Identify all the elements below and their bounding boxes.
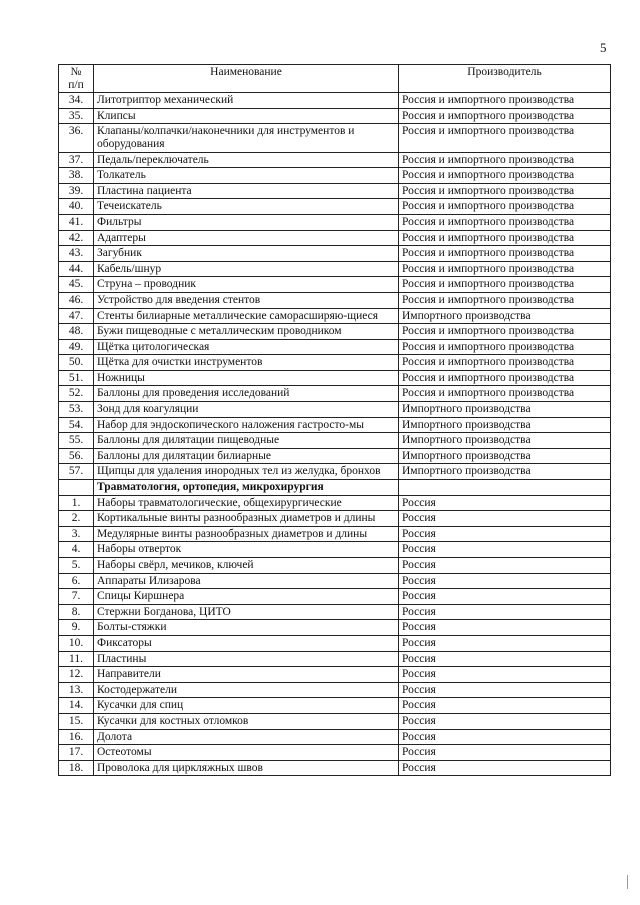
row-manufacturer: Импортного производства	[399, 417, 611, 433]
row-manufacturer: Россия и импортного производства	[399, 277, 611, 293]
table-row	[59, 417, 611, 433]
row-number: 35.	[59, 108, 94, 124]
table-row	[59, 108, 611, 124]
table-row	[59, 604, 611, 620]
table-row	[59, 573, 611, 589]
row-number: 45.	[59, 277, 94, 293]
table-row	[59, 511, 611, 527]
table-row	[59, 464, 611, 480]
row-number: 7.	[59, 589, 94, 605]
row-number: 39.	[59, 183, 94, 199]
row-number: 57.	[59, 464, 94, 480]
table-row	[59, 698, 611, 714]
table-row	[59, 124, 611, 152]
row-manufacturer: Россия	[399, 495, 611, 511]
table-row	[59, 277, 611, 293]
header-number-line1: №	[70, 66, 82, 78]
table-row	[59, 542, 611, 558]
table-row	[59, 651, 611, 667]
row-manufacturer: Россия и импортного производства	[399, 386, 611, 402]
row-manufacturer: Россия и импортного производства	[399, 168, 611, 184]
table-row	[59, 495, 611, 511]
row-name: Кусачки для спиц	[94, 698, 399, 714]
row-manufacturer: Россия	[399, 511, 611, 527]
row-manufacturer: Россия	[399, 713, 611, 729]
row-manufacturer: Россия и импортного производства	[399, 108, 611, 124]
row-number: 18.	[59, 760, 94, 776]
row-number: 47.	[59, 308, 94, 324]
row-manufacturer: Россия и импортного производства	[399, 124, 611, 152]
row-number: 37.	[59, 152, 94, 168]
row-manufacturer	[399, 480, 611, 496]
table-row	[59, 729, 611, 745]
row-number: 38.	[59, 168, 94, 184]
row-name: Наборы травматологические, общехирургические	[94, 495, 399, 511]
row-name: Проволока для циркляжных швов	[94, 760, 399, 776]
row-number: 53.	[59, 402, 94, 418]
table-row	[59, 152, 611, 168]
row-manufacturer: Импортного производства	[399, 308, 611, 324]
row-number: 17.	[59, 745, 94, 761]
row-manufacturer: Импортного производства	[399, 464, 611, 480]
row-name: Остеотомы	[94, 745, 399, 761]
row-manufacturer: Россия и импортного производства	[399, 246, 611, 262]
row-name: Аппараты Илизарова	[94, 573, 399, 589]
row-name: Щётка для очистки инструментов	[94, 355, 399, 371]
table-row	[59, 261, 611, 277]
row-name: Медулярные винты разнообразных диаметров и длины	[94, 526, 399, 542]
table-row	[59, 682, 611, 698]
table-row	[59, 745, 611, 761]
row-manufacturer: Россия	[399, 667, 611, 683]
row-manufacturer: Россия и импортного производства	[399, 214, 611, 230]
row-number: 50.	[59, 355, 94, 371]
row-name: Долота	[94, 729, 399, 745]
row-name: Баллоны для проведения исследований	[94, 386, 399, 402]
row-name: Щётка цитологическая	[94, 339, 399, 355]
table-row	[59, 324, 611, 340]
row-number: 4.	[59, 542, 94, 558]
table-row	[59, 339, 611, 355]
row-manufacturer: Импортного производства	[399, 402, 611, 418]
row-manufacturer: Россия	[399, 620, 611, 636]
row-name: Фиксаторы	[94, 635, 399, 651]
page-number: 5	[600, 40, 607, 55]
row-manufacturer: Россия и импортного производства	[399, 230, 611, 246]
row-manufacturer: Россия и импортного производства	[399, 183, 611, 199]
row-name: Литотриптор механический	[94, 93, 399, 109]
row-name: Баллоны для дилятации билиарные	[94, 448, 399, 464]
row-number: 12.	[59, 667, 94, 683]
table-row	[59, 355, 611, 371]
row-number: 52.	[59, 386, 94, 402]
row-name: Стенты билиарные металлические саморасширяю-щиеся	[94, 308, 399, 324]
margin-mark	[627, 875, 631, 889]
row-manufacturer: Россия и импортного производства	[399, 339, 611, 355]
table-row	[59, 620, 611, 636]
row-name: Устройство для введения стентов	[94, 292, 399, 308]
row-manufacturer: Импортного производства	[399, 448, 611, 464]
row-name: Педаль/переключатель	[94, 152, 399, 168]
row-number: 10.	[59, 635, 94, 651]
header-manufacturer: Производитель	[399, 65, 611, 93]
row-manufacturer: Россия	[399, 526, 611, 542]
row-manufacturer: Импортного производства	[399, 433, 611, 449]
row-manufacturer: Россия	[399, 760, 611, 776]
table-row	[59, 93, 611, 109]
row-manufacturer: Россия	[399, 589, 611, 605]
row-number: 41.	[59, 214, 94, 230]
row-name: Пластина пациента	[94, 183, 399, 199]
table-row	[59, 246, 611, 262]
row-number: 6.	[59, 573, 94, 589]
row-name: Стержни Богданова, ЦИТО	[94, 604, 399, 620]
row-name: Болты-стяжки	[94, 620, 399, 636]
row-manufacturer: Россия и импортного производства	[399, 93, 611, 109]
row-number: 54.	[59, 417, 94, 433]
row-name: Наборы отверток	[94, 542, 399, 558]
row-manufacturer: Россия и импортного производства	[399, 324, 611, 340]
row-name: Набор для эндоскопического наложения гастросто-мы	[94, 417, 399, 433]
table-header	[59, 65, 611, 93]
row-manufacturer: Россия	[399, 635, 611, 651]
row-number: 55.	[59, 433, 94, 449]
row-manufacturer: Россия и импортного производства	[399, 199, 611, 215]
row-manufacturer: Россия и импортного производства	[399, 261, 611, 277]
row-manufacturer: Россия	[399, 729, 611, 745]
table-row	[59, 386, 611, 402]
row-name: Наборы свёрл, мечиков, ключей	[94, 558, 399, 574]
row-name: Течеискатель	[94, 199, 399, 215]
row-number: 36.	[59, 124, 94, 152]
row-name: Клипсы	[94, 108, 399, 124]
row-number	[59, 480, 94, 496]
row-name: Костодержатели	[94, 682, 399, 698]
row-number: 11.	[59, 651, 94, 667]
row-manufacturer: Россия и импортного производства	[399, 370, 611, 386]
equipment-table	[58, 64, 611, 776]
row-number: 43.	[59, 246, 94, 262]
table-body	[59, 93, 611, 776]
row-name: Спицы Киршнера	[94, 589, 399, 605]
row-number: 40.	[59, 199, 94, 215]
row-number: 2.	[59, 511, 94, 527]
table-row	[59, 168, 611, 184]
row-name: Толкатель	[94, 168, 399, 184]
row-number: 9.	[59, 620, 94, 636]
table-row	[59, 214, 611, 230]
row-number: 34.	[59, 93, 94, 109]
row-name: Баллоны для дилятации пищеводные	[94, 433, 399, 449]
table-row	[59, 667, 611, 683]
row-manufacturer: Россия	[399, 558, 611, 574]
row-manufacturer: Россия	[399, 745, 611, 761]
row-number: 56.	[59, 448, 94, 464]
row-name: Кусачки для костных отломков	[94, 713, 399, 729]
row-number: 49.	[59, 339, 94, 355]
row-manufacturer: Россия	[399, 604, 611, 620]
row-name: Адаптеры	[94, 230, 399, 246]
row-number: 42.	[59, 230, 94, 246]
row-name: Кабель/шнур	[94, 261, 399, 277]
row-number: 5.	[59, 558, 94, 574]
table-row	[59, 526, 611, 542]
row-number: 13.	[59, 682, 94, 698]
row-name: Кортикальные винты разнообразных диаметров и длины	[94, 511, 399, 527]
table-row	[59, 433, 611, 449]
row-number: 15.	[59, 713, 94, 729]
header-name: Наименование	[94, 65, 399, 93]
row-number: 3.	[59, 526, 94, 542]
row-number: 48.	[59, 324, 94, 340]
row-name: Щипцы для удаления инородных тел из желудка, бронхов	[94, 464, 399, 480]
row-manufacturer: Россия и импортного производства	[399, 292, 611, 308]
row-manufacturer: Россия	[399, 573, 611, 589]
row-number: 46.	[59, 292, 94, 308]
table-row	[59, 230, 611, 246]
row-number: 8.	[59, 604, 94, 620]
row-name: Ножницы	[94, 370, 399, 386]
table-row	[59, 635, 611, 651]
table-row	[59, 713, 611, 729]
row-name: Зонд для коагуляции	[94, 402, 399, 418]
row-number: 1.	[59, 495, 94, 511]
table-row	[59, 760, 611, 776]
table-row	[59, 402, 611, 418]
table-row	[59, 558, 611, 574]
table-row	[59, 589, 611, 605]
row-manufacturer: Россия и импортного производства	[399, 355, 611, 371]
row-number: 51.	[59, 370, 94, 386]
row-name: Фильтры	[94, 214, 399, 230]
header-number	[59, 65, 94, 93]
table-row	[59, 183, 611, 199]
table-row	[59, 199, 611, 215]
row-number: 44.	[59, 261, 94, 277]
table-row	[59, 292, 611, 308]
row-name: Травматология, ортопедия, микрохирургия	[94, 480, 399, 496]
table-row	[59, 308, 611, 324]
row-manufacturer: Россия	[399, 698, 611, 714]
row-manufacturer: Россия и импортного производства	[399, 152, 611, 168]
row-number: 14.	[59, 698, 94, 714]
row-name: Пластины	[94, 651, 399, 667]
table-row	[59, 370, 611, 386]
section-row	[59, 480, 611, 496]
row-manufacturer: Россия	[399, 651, 611, 667]
row-name: Загубник	[94, 246, 399, 262]
row-manufacturer: Россия	[399, 682, 611, 698]
row-name: Направители	[94, 667, 399, 683]
table-row	[59, 448, 611, 464]
row-name: Струна – проводник	[94, 277, 399, 293]
row-manufacturer: Россия	[399, 542, 611, 558]
row-name: Клапаны/колпачки/наконечники для инструментов и оборудования	[94, 124, 399, 152]
header-number-line2: п/п	[68, 78, 84, 91]
row-number: 16.	[59, 729, 94, 745]
row-name: Бужи пищеводные с металлическим проводником	[94, 324, 399, 340]
